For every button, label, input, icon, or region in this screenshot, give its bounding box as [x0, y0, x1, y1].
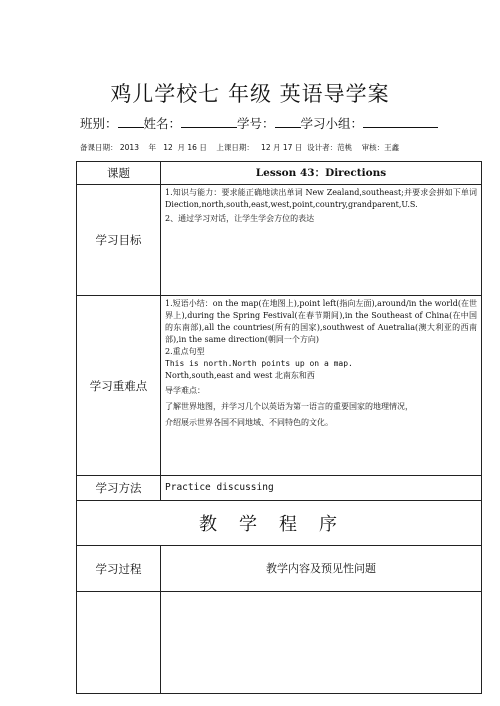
process-row [77, 546, 482, 592]
class-label: 班别： [80, 116, 118, 131]
name-blank [181, 115, 237, 128]
prep-date-label: 备课日期： [80, 143, 118, 152]
topic-row [77, 162, 482, 185]
class-date-label: 上课日期： [216, 143, 254, 152]
document-title: 鸡儿学校七 年级 英语导学案 [110, 82, 390, 106]
reviewer: 审核：王鑫 [361, 143, 400, 152]
difficulty-heading: 导学难点： [165, 386, 205, 395]
topic-label: 课题 [77, 162, 161, 185]
goals-content [161, 185, 482, 296]
class-month: 12 [261, 143, 271, 152]
class-day: 17 [282, 143, 293, 152]
goal-2: 2、通过学习对话，让学生学会方位的表达 [165, 214, 315, 223]
lesson-plan-table [76, 161, 482, 694]
key-sentence-2: North,south,east and west 北南东和西 [165, 371, 315, 380]
prep-month: 12 [163, 143, 173, 152]
prep-day: 16 [187, 143, 197, 152]
empty-left-cell [77, 592, 161, 694]
difficulty-2: 介绍展示世界各国不同地域、不同特色的文化。 [165, 418, 333, 427]
class-day-unit: 日 [294, 143, 303, 152]
section-title-row [77, 501, 482, 546]
group-blank [363, 115, 438, 128]
method-label: 学习方法 [77, 476, 161, 501]
method-value: Practice discussing [161, 476, 482, 501]
key-points-row [77, 296, 482, 476]
difficulty-1: 了解世界地图，并学习几个以英语为第一语言的重要国家的地理情况， [165, 402, 413, 411]
process-value: 教学内容及预见性问题 [161, 546, 482, 592]
id-blank [275, 115, 301, 128]
key-sentence-1: This is north.North points up on a map. [165, 359, 353, 368]
group-label: 学习小组： [300, 116, 364, 131]
name-label: 姓名： [143, 116, 182, 131]
goals-label: 学习目标 [77, 185, 161, 296]
process-label: 学习过程 [77, 546, 161, 592]
key-points-label: 学习重难点 [77, 296, 161, 476]
topic-value: Lesson 43：Directions [161, 162, 482, 185]
key-phrases: 1.短语小结：on the map(在地图上),point left(指向左面),around/in the world(在世界上),during the Spring Festival(在春节期间),in the Southeast of China(在中国的东南部),all the countries(所有的国家),southwest of Auetralia(澳大利亚的西南部),in the same direction(朝同一个方向) [165, 299, 477, 344]
key-points-content [161, 296, 482, 476]
goal-1: 1.知识与能力：要求能正确地读出单词 New Zealand,southeast;并要求会拼如下单词 Diection,north,south,east,west,point,country,grandparent,U.S. [165, 188, 477, 209]
prep-year: 2013 [119, 143, 139, 152]
designer: 设计者：范桃 [307, 143, 353, 152]
prep-year-unit: 年 [148, 143, 157, 152]
id-label: 学号： [237, 116, 275, 131]
class-month-unit: 月 [272, 143, 281, 152]
empty-right-cell [161, 592, 482, 694]
class-blank [118, 115, 144, 128]
prep-month-unit: 月 [177, 143, 186, 152]
method-row [77, 476, 482, 501]
goals-row [77, 185, 482, 296]
empty-row [77, 592, 482, 694]
date-meta-line [80, 142, 399, 153]
prep-day-unit: 日 [199, 143, 207, 152]
section-title: 教学程序 [77, 501, 482, 546]
key-sentence-heading: 2.重点句型 [165, 347, 205, 356]
student-info-line [80, 114, 438, 132]
